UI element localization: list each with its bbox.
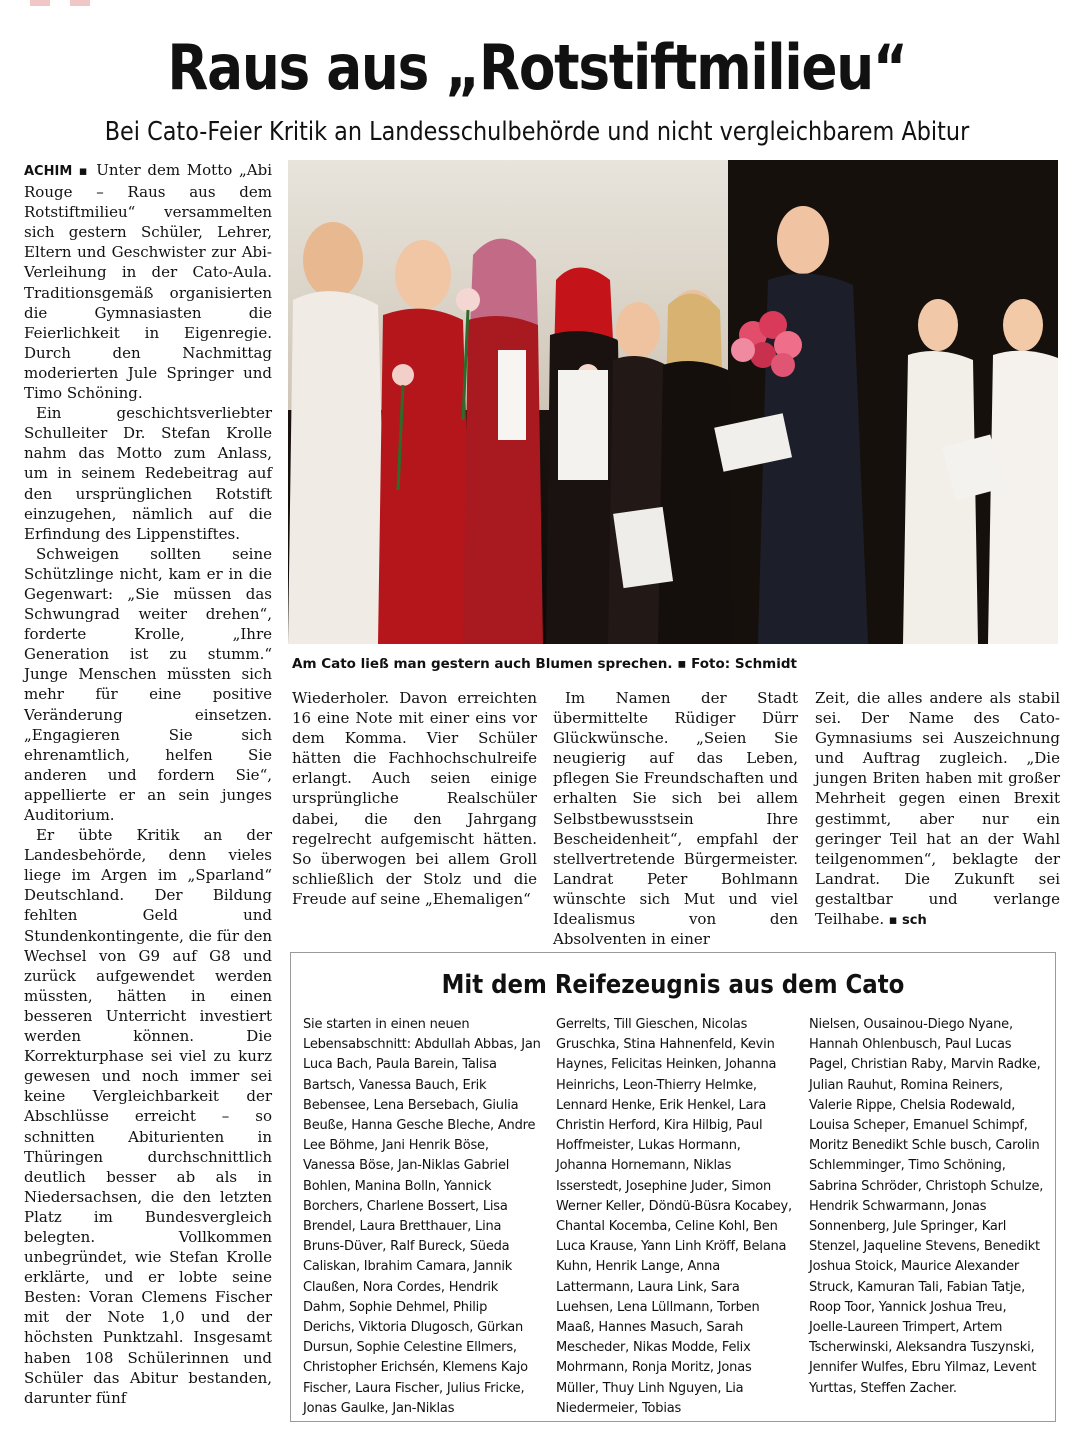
photo-caption: Am Cato ließ man gestern auch Blumen sprechen. ▪ Foto: Schmidt [292, 656, 797, 672]
paragraph-2: Ein geschichtsverliebter Schulleiter Dr. Stefan Krolle nahm das Motto zum Anlass, um in seinem Redebeitrag auf den ursprünglichen Rotstift einzugehen, nämlich auf die Erfindung des Lippenstiftes. [24, 404, 272, 543]
subheadline: Bei Cato-Feier Kritik an Landesschulbehörde und nicht vergleichbarem Abitur [104, 117, 970, 147]
article-photo [288, 160, 1058, 644]
article-column-1 [24, 160, 272, 1408]
graduates-list-column-2: Gerrelts, Till Gieschen, Nicolas Gruschka, Stina Hahnenfeld, Kevin Haynes, Felicitas Heinken, Johanna Heinrichs, Leon-Thierry Helmke, Lennard Henke, Erik Henkel, Lara Christin Herford, Kira Hilbig, Paul Hoffmeister, Lukas Hormann, Johanna Hornemann, Niklas Isserstedt, Josephine Juder, Simon Werner Keller, Döndü-Büsra Kocabey, Chantal Kocemba, Celine Kohl, Ben Luca Krause, Yann Linh Kröff, Belana Kuhn, Henrik Lange, Anna Lattermann, Laura Link, Sara Luehsen, Lena Lüllmann, Torben Maaß, Hannes Masuch, Sarah Mescheder, Nikas Modde, Felix Mohrmann, Ronja Moritz, Jonas Müller, Thuy Linh Nguyen, Lia Niedermeier, Tobias [556, 1017, 792, 1416]
article-column-3: Im Namen der Stadt übermittelte Rüdiger Dürr Glückwünsche. „Seien Sie neugierig auf das Leben, pflegen Sie Freundschaften und erhalten Sie sich bei allem Selbstbewusstsein Ihre Bescheidenheit“, empfahl der stellvertretende Bürgermeister. Landrat Peter Bohlmann wünschte sich Mut und viel Idealismus von den Absolventen in einer [553, 689, 798, 949]
graduates-box [290, 952, 1056, 1422]
paragraph-4: Er übte Kritik an der Landesbehörde, denn vieles liege im Argen im „Sparland“ Deutschland. Der Bildung fehlten Geld und Stundenkontingente, die für den Wechsel von G9 auf G8 und zurück aufgewendet werden müssten, hätten in einen besseren Unterricht investiert werden können. Die Korrekturphase sei viel zu kurz gewesen und noch immer sei keine Vergleichbarkeit der Abschlüsse erreicht – so schnitten Abiturienten in Thüringen durchschnittlich deutlich besser ab als in Niedersachsen, die den letzten Platz im Bundesvergleich belegten. Vollkommen unbegründet, wie Stefan Krolle erklärte, und er lobte seine Besten: Voran Clemens Fischer mit der Note 1,0 und der höchsten Punktzahl. Insgesamt haben 108 Schülerinnen und Schüler das Abitur bestanden, darunter fünf [24, 826, 272, 1407]
graduates-list-column-1: Sie starten in einen neuen Lebensabschnitt: Abdullah Abbas, Jan Luca Bach, Paula Barein, Talisa Bartsch, Vanessa Bauch, Erik Bebensee, Lena Bersebach, Giulia Beuße, Hanna Gesche Bleche, Andre Lee Böhme, Jani Henrik Böse, Vanessa Böse, Jan-Niklas Gabriel Bohlen, Manina Bolln, Yannick Borchers, Charlene Bossert, Lisa Brendel, Laura Bretthauer, Lina Bruns-Düver, Ralf Bureck, Süeda Caliskan, Ibrahim Camara, Jannik Claußen, Nora Cordes, Hendrik Dahm, Sophie Dehmel, Philip Derichs, Viktoria Dlugosch, Gürkan Dursun, Sophie Celestine Ellmers, Christopher Erichsén, Klemens Kajo Fischer, Laura Fischer, Julius Fricke, Jonas Gaulke, Jan-Niklas [303, 1017, 541, 1416]
article-column-2: Wiederholer. Davon erreichten 16 eine Note mit einer eins vor dem Komma. Vier Schüler hätten die Fachhochschulreife erlangt. Auch seien einige ursprüngliche Realschüler dabei, die den Jahrgang regelrecht aufgemischt hätten. So überwogen bei allem Groll schließlich der Stolz und die Freude auf seine „Ehemaligen“ [292, 689, 537, 908]
graduates-list-column-3: Nielsen, Ousainou-Diego Nyane, Hannah Ohlenbusch, Paul Lucas Pagel, Christian Raby, Marvin Radke, Julian Rauhut, Romina Reiners, Valerie Rippe, Chelsia Rodewald, Louisa Scheper, Emanuel Schimpf, Moritz Benedikt Schle busch, Carolin Schlemminger, Timo Schöning, Sabrina Schröder, Christoph Schulze, Hendrik Schwarmann, Jonas Sonnenberg, Jule Springer, Karl Stenzel, Jaqueline Stevens, Benedikt Joshua Stoick, Maurice Alexander Struck, Kamuran Tali, Fabian Tatje, Roop Toor, Yannick Joshua Treu, Joelle-Laureen Trimpert, Artem Tscherwinski, Aleksandra Tuszynski, Jennifer Wulfes, Ebru Yilmaz, Levent Yurttas, Steffen Zacher. [809, 1017, 1044, 1396]
graduates-box-title: Mit dem Reifezeugnis aus dem Cato [441, 970, 905, 1000]
paragraph-1: ACHIM ▪ Unter dem Motto „Abi Rouge – Raus aus dem Rotstiftmilieu“ versammelten sich gestern Schüler, Lehrer, Eltern und Geschwister zur Abi-Verleihung in der Cato-Aula. Traditionsgemäß organisierten die Gymnasiasten die Feierlichkeit in Eigenregie. Durch den Nachmittag moderierten Jule Springer und Timo Schöning. [24, 161, 272, 403]
headline: Raus aus „Rotstiftmilieu“ [167, 31, 907, 104]
article-column-4: Zeit, die alles andere als stabil sei. Der Name des Cato-Gymnasiums sei Auszeichnung und Auftrag zugleich. „Die jungen Briten haben mit großer Mehrheit gegen einen Brexit gestimmt, aber nur ein geringer Teil hat an der Wahl teilgenommen“, beklagte der Landrat. Die Zukunft sei gestaltbar und verlange Teilhabe. ▪ sch [815, 689, 1060, 929]
author-signature: ▪ sch [884, 913, 927, 929]
print-mark [30, 0, 90, 6]
paragraph-3: Schweigen sollten seine Schützlinge nicht, kam er in die Gegenwart: „Sie müssen das Schwungrad weiter drehen“, forderte Krolle, „Ihre Generation ist zu stumm.“ Junge Menschen müssten sich mehr für eine positive Veränderung einsetzen. „Engagieren Sie sich ehrenamtlich, helfen Sie anderen und fordern Sie“, appellierte er an sein junges Auditorium. [24, 544, 272, 824]
dateline: ACHIM ▪ [24, 164, 90, 179]
photo-graduation-ceremony [288, 160, 1058, 644]
